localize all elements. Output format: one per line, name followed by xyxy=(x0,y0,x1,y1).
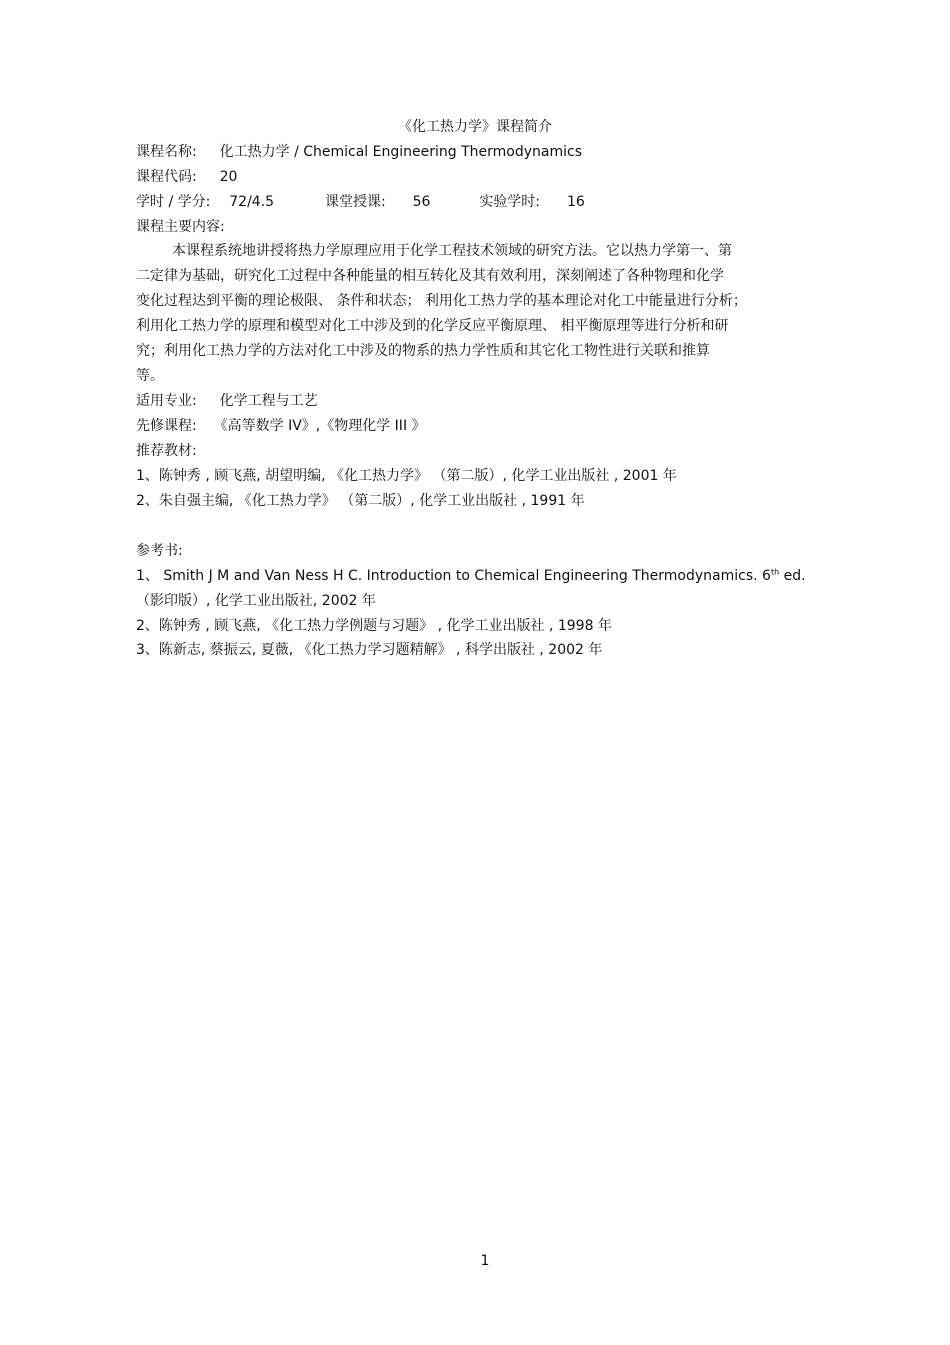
course-code-label: 课程代码: xyxy=(136,169,197,185)
course-name-label: 课程名称: xyxy=(136,144,197,160)
textbook-item: 1、陈钟秀 , 顾飞燕, 胡望明编, 《化工热力学》 （第二版）, 化学工业出版社 , 2001 年 xyxy=(136,468,677,484)
refs-label: 参考书: xyxy=(136,543,183,559)
content-line-2: 二定律为基础，研究化工过程中各种能量的相互转化及其有效利用，深刻阐述了各种物理和化学 xyxy=(136,268,724,284)
textbook-label: 推荐教材: xyxy=(136,443,197,459)
lab-value: 16 xyxy=(566,194,585,210)
hours-label: 学时 / 学分: xyxy=(136,194,211,210)
ref-1-text: 1、 Smith J M and Van Ness H C. Introduction to Chemical Engineering Thermodynamics. 6 xyxy=(136,568,771,584)
content-line-1: 本课程系统地讲授将热力学原理应用于化学工程技术领域的研究方法。它以热力学第一、第 xyxy=(172,243,732,259)
content-line-5: 究；利用化工热力学的方法对化工中涉及的物系的热力学性质和其它化工物性进行关联和推算 xyxy=(136,343,710,359)
ref-item-3: 3、陈新志, 蔡振云, 夏薇, 《化工热力学习题精解》 , 科学出版社 , 2002 年 xyxy=(136,642,603,658)
ref-item-1 xyxy=(136,567,806,585)
content-line-3: 变化过程达到平衡的理论极限、 条件和状态； 利用化工热力学的基本理论对化工中能量进行分析； xyxy=(136,293,747,309)
ref-1-superscript: th xyxy=(770,567,780,577)
course-name-line xyxy=(136,143,582,161)
lecture-label: 课堂授课: xyxy=(324,194,386,210)
course-code-line xyxy=(136,168,237,186)
lab-label: 实验学时: xyxy=(479,194,541,210)
major-line xyxy=(136,392,318,410)
lecture-value: 56 xyxy=(412,194,431,210)
ref-item-2: 2、陈钟秀 , 顾飞燕, 《化工热力学例题与习题》 , 化学工业出版社 , 1998 年 xyxy=(136,618,612,634)
prereq-line xyxy=(136,417,426,435)
course-code-value: 20 xyxy=(219,169,238,185)
prereq-label: 先修课程: xyxy=(136,418,197,434)
hours-value: 72/4.5 xyxy=(229,194,275,210)
major-value: 化学工程与工艺 xyxy=(219,393,318,409)
prereq-value: 《高等数学 IV》,《物理化学 III 》 xyxy=(213,418,426,434)
page-number: 1 xyxy=(480,1253,490,1269)
ref-item-1-cont: （影印版）, 化学工业出版社, 2002 年 xyxy=(136,593,376,609)
course-name-value: 化工热力学 / Chemical Engineering Thermodynamics xyxy=(219,144,582,160)
textbook-item: 2、朱自强主编, 《化工热力学》 （第二版）, 化学工业出版社 , 1991 年 xyxy=(136,493,585,509)
content-line-4: 利用化工热力学的原理和模型对化工中涉及到的化学反应平衡原理、 相平衡原理等进行分析和研 xyxy=(136,318,729,334)
ref-1-suffix: ed. xyxy=(779,568,806,584)
document-title: 《化工热力学》课程简介 xyxy=(398,119,552,135)
major-label: 适用专业: xyxy=(136,393,197,409)
hours-line xyxy=(136,193,585,211)
content-line-6: 等。 xyxy=(136,368,164,384)
content-label: 课程主要内容: xyxy=(136,219,225,235)
